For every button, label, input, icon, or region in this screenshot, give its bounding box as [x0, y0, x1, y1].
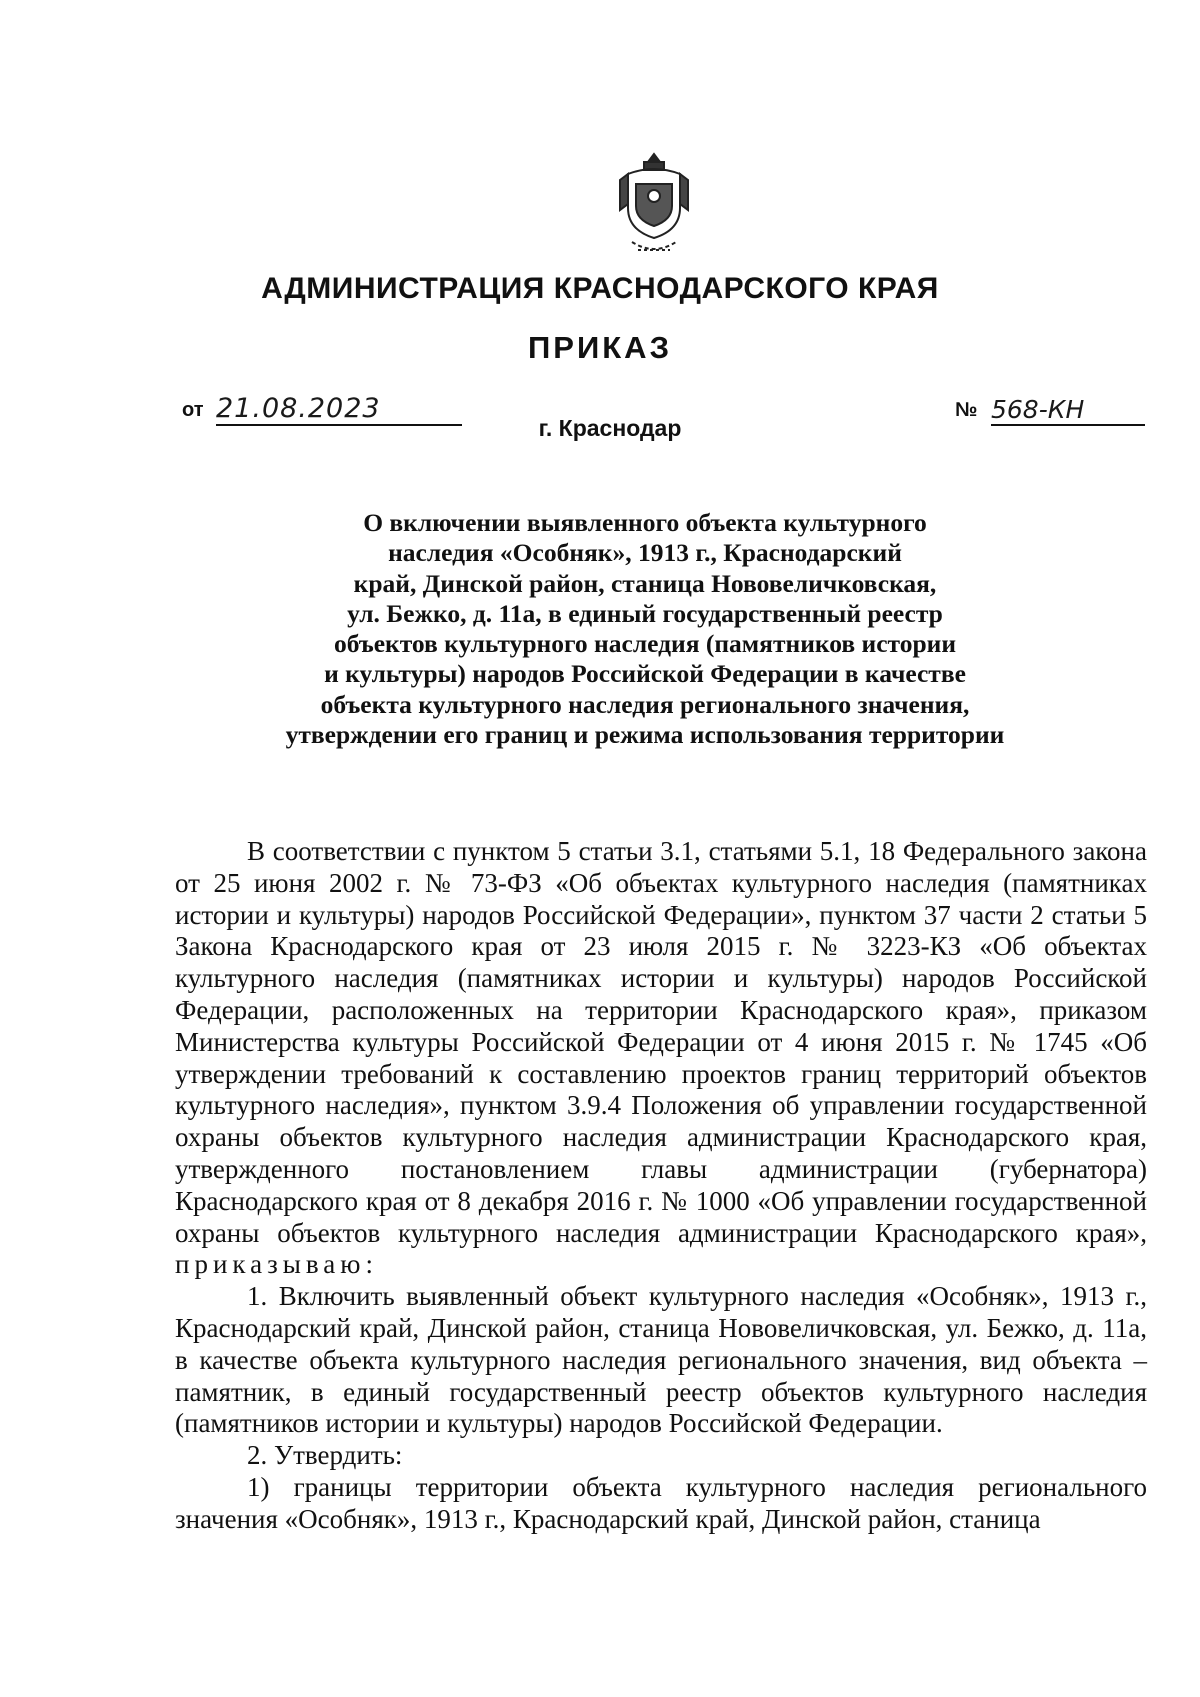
title-line: объектов культурного наследия (памятников истории: [333, 629, 957, 659]
preamble-text: В соответствии с пунктом 5 статьи 3.1, статьями 5.1, 18 Федерального закона от 25 июня 2002 г. № 73-ФЗ «Об объектах культурного наследия (памятниках истории и культуры) народов Российской Федерации», пунктом 37 части 2 статьи 5 Закона Краснодарского края от 23 июля 2015 г. № 3223-КЗ «Об объектах культурного наследия (памятниках истории и культуры) народов Российской Федерации, расположенных на территории Краснодарского края», приказом Министерства культуры Российской Федерации от 4 июня 2015 г. № 1745 «Об утверждении требований к составлению проектов границ территорий объектов культурного наследия», пунктом 3.9.4 Положения об управлении государственной охраны объектов культурного наследия администрации Краснодарского края, утвержденного постановлением главы администрации (губернатора) Краснодарского края от 8 декабря 2016 г. № 1000 «Об управлении государственной охраны объектов культурного наследия администрации Краснодарского края»,: [175, 836, 1147, 1248]
date-label: от: [182, 399, 204, 421]
coat-of-arms-emblem: [614, 150, 694, 262]
preamble-paragraph: [175, 836, 1147, 1281]
document-title: [240, 508, 1050, 750]
title-line: О включении выявленного объекта культурного: [363, 508, 927, 537]
item-2-paragraph: 2. Утвердить:: [247, 1440, 403, 1471]
title-line: и культуры) народов Российской Федерации в качестве: [324, 659, 966, 689]
order-word: приказываю:: [175, 1249, 378, 1280]
date-value: 21.08.2023: [216, 393, 381, 424]
document-type: ПРИКАЗ: [528, 330, 672, 365]
item-1-paragraph: 1. Включить выявленный объект культурного наследия «Особняк», 1913 г., Краснодарский край, Динской район, станица Нововеличковская, ул. Бежко, д. 11а, в качестве объекта культурного наследия регионального значения, вид объекта – памятник, в единый государственный реестр объектов культурного наследия (памятников истории и культуры) народов Российской Федерации.: [175, 1281, 1147, 1439]
title-line: край, Динской район, станица Нововеличковская,: [353, 568, 937, 598]
title-line: ул. Бежко, д. 11а, в единый государственный реестр: [347, 598, 943, 628]
title-line: наследия «Особняк», 1913 г., Краснодарский: [388, 538, 902, 568]
city: г. Краснодар: [538, 415, 682, 441]
title-line: объекта культурного наследия регионального значения,: [320, 689, 970, 719]
item-2-1-paragraph: 1) границы территории объекта культурного наследия регионального значения «Особняк», 1913 г., Краснодарский край, Динской район, станица: [175, 1471, 1147, 1534]
number-label: №: [955, 399, 978, 421]
number-value: 568-КН: [991, 395, 1085, 424]
document-body: [175, 836, 1147, 1536]
organization-name: АДМИНИСТРАЦИЯ КРАСНОДАРСКОГО КРАЯ: [261, 272, 939, 305]
title-line: утверждении его границ и режима использования территории: [285, 720, 1005, 750]
